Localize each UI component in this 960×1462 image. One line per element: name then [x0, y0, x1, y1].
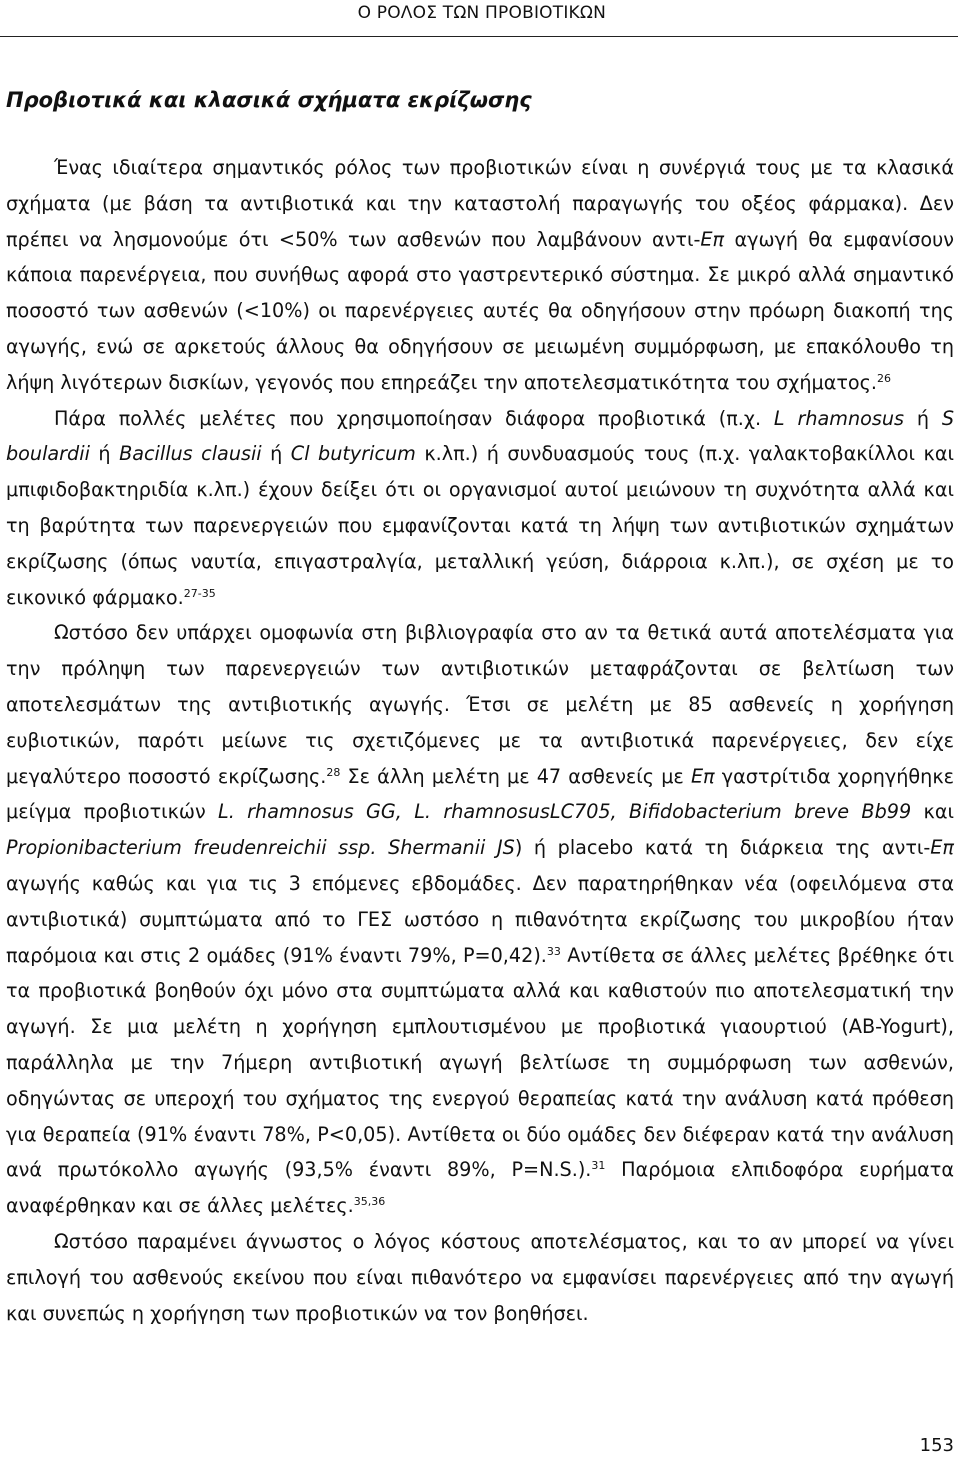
text-run: αγωγή θα εμφανίσουν κάποια παρενέργεια, που συνήθως αφορά στο γαστρεντερικό σύστημα. Σε μικρό αλλά σημαντικό ποσοστό των ασθενών (<10%) οι παρενέργειες αυτές θα οδηγήσουν στην πρόωρη διακοπή της αγωγής, ενώ σε αρκετούς άλλους θα οδηγήσουν σε μειωμένη συμμόρφωση, με επακόλουθο τη λήψη λιγότερων δισκίων, γεγονός που επηρεάζει την αποτελεσματικότητα του σχήματος.	[6, 227, 954, 394]
italic-run: Propionibacterium freudenreichii ssp. Shermanii JS	[6, 836, 515, 860]
italic-run: L rhamnosus	[773, 406, 904, 430]
body-text	[6, 150, 954, 1331]
text-run: Πάρα πολλές μελέτες που χρησιμοποίησαν διάφορα προβιοτικά (π.χ.	[54, 406, 774, 430]
text-run: Σε άλλη μελέτη με 47 ασθενείς με	[340, 764, 691, 788]
text-run: και	[911, 800, 954, 824]
text-run: ή	[89, 442, 120, 466]
text-run: Ωστόσο δεν υπάρχει ομοφωνία στη βιβλιογραφία στο αν τα θετικά αυτά αποτελέσματα για την πρόληψη των παρενεργειών των αντιβιοτικών μεταφράζονται σε βελτίωση των αποτελεσμάτων της αντιβιοτικής αγωγής. Έτσι σε μελέτη με 85 ασθενείς η χορήγηση ευβιοτικών, παρότι μείωνε τις σχετιζόμενες με τα αντιβιοτικά παρενέργειες, δεν είχε μεγαλύτερο ποσοστό εκρίζωσης.	[6, 621, 954, 788]
text-run: ) ή placebo κατά τη διάρκεια της αντι-	[514, 836, 931, 860]
citation-ref: 26	[877, 371, 891, 385]
paragraph-3	[6, 615, 954, 1224]
citation-ref: 27-35	[183, 586, 216, 600]
section-title: Προβιοτικά και κλασικά σχήματα εκρίζωσης	[6, 88, 532, 112]
italic-run: S boulardii	[6, 406, 955, 466]
italic-run: Cl butyricum	[290, 442, 416, 466]
italic-run: Bacillus clausii	[119, 442, 262, 466]
citation-ref: 28	[326, 765, 341, 779]
text-run: ή	[261, 442, 291, 466]
page-number: 153	[919, 1435, 954, 1456]
text-run: Ωστόσο παραμένει άγνωστος ο λόγος κόστους αποτελέσματος, και το αν μπορεί να γίνει επιλογή του ασθενούς εκείνου που είναι πιθανότερο να εμφανίσει παρενέργειες από την αγωγή και συνεπώς η χορήγηση των προβιοτικών να τον βοηθήσει.	[6, 1229, 954, 1325]
text-run: γαστρίτιδα χορηγήθηκε μείγμα προβιοτικών	[6, 764, 955, 824]
paragraph-2	[6, 401, 954, 616]
paragraph-1	[6, 150, 954, 401]
citation-ref: 33	[546, 944, 561, 958]
text-run: Ένας ιδιαίτερα σημαντικός ρόλος των προβιοτικών είναι η συνέργιά τους με τα κλασικά σχήματα (με βάση τα αντιβιοτικά και την καταστολή παραγωγής του οξέος φάρμακα). Δεν πρέπει να λησμονούμε ότι <50% των ασθενών που λαμβάνουν αντι-	[6, 156, 954, 251]
text-run: Αντίθετα σε άλλες μελέτες βρέθηκε ότι τα προβιοτικά βοηθούν όχι μόνο στα συμπτώματα αλλά και καθιστούν πιο αποτελεσματική την αγωγή. Σε μια μελέτη η χορήγηση εμπλουτισμένου με προβιοτικά γιαουρτιού (AB-Yogurt), παράλληλα με την 7ήμερη αντιβιοτική αγωγή βελτίωσε τη συμμόρφωση των ασθενών, οδηγώντας σε υπεροχή του σχήματος της ενεργού θεραπείας κατά την ανάλυση κατά πρόθεση για θεραπεία (91% έναντι 78%, P<0,05). Αντίθετα οι δύο ομάδες δεν διέφεραν κατά την ανάλυση ανά πρωτόκολλο αγωγής (93,5% έναντι 89%, P=N.S.).	[6, 943, 954, 1182]
running-header	[0, 0, 958, 37]
text-run: αγωγής καθώς και για τις 3 επόμενες εβδομάδες. Δεν παρατηρήθηκαν νέα (οφειλόμενα στα αντιβιοτικά) συμπτώματα από το ΓΕΣ ωστόσο η πιθανότητα εκρίζωσης του μικροβίου ήταν παρόμοια και στις 2 ομάδες (91% έναντι 79%, P=0,42).	[6, 871, 954, 967]
citation-ref: 31	[591, 1159, 606, 1173]
italic-run: Επ	[700, 227, 725, 251]
text-run: Παρόμοια ελπιδοφόρα ευρήματα αναφέρθηκαν και σε άλλες μελέτες.	[6, 1158, 954, 1218]
citation-ref: 35,36	[353, 1195, 386, 1209]
italic-run: Επ	[690, 764, 715, 788]
italic-run: L. rhamnosus GG, L. rhamnosusLC705, Bifidobacterium breve Bb99	[218, 800, 912, 824]
text-run: ή	[904, 406, 942, 430]
running-title: Ο ΡΟΛΟΣ ΤΩΝ ΠΡΟΒΙΟΤΙΚΩΝ	[357, 3, 606, 23]
text-run: κ.λπ.) ή συνδυασμούς τους (π.χ. γαλακτοβακίλλοι και μπιφιδοβακτηριδία κ.λπ.) έχουν δείξει ότι οι οργανισμοί αυτοί μειώνουν τη συχνότητα αλλά και τη βαρύτητα των παρενεργειών που εμφανίζονται κατά τη λήψη των αντιβιοτικών σχημάτων εκρίζωσης (όπως ναυτία, επιγαστραλγία, μεταλλική γεύση, διάρροια κ.λπ.), σε σχέση με το εικονικό φάρμακο.	[6, 442, 954, 609]
paragraph-4	[6, 1224, 954, 1331]
italic-run: Επ	[930, 836, 954, 860]
